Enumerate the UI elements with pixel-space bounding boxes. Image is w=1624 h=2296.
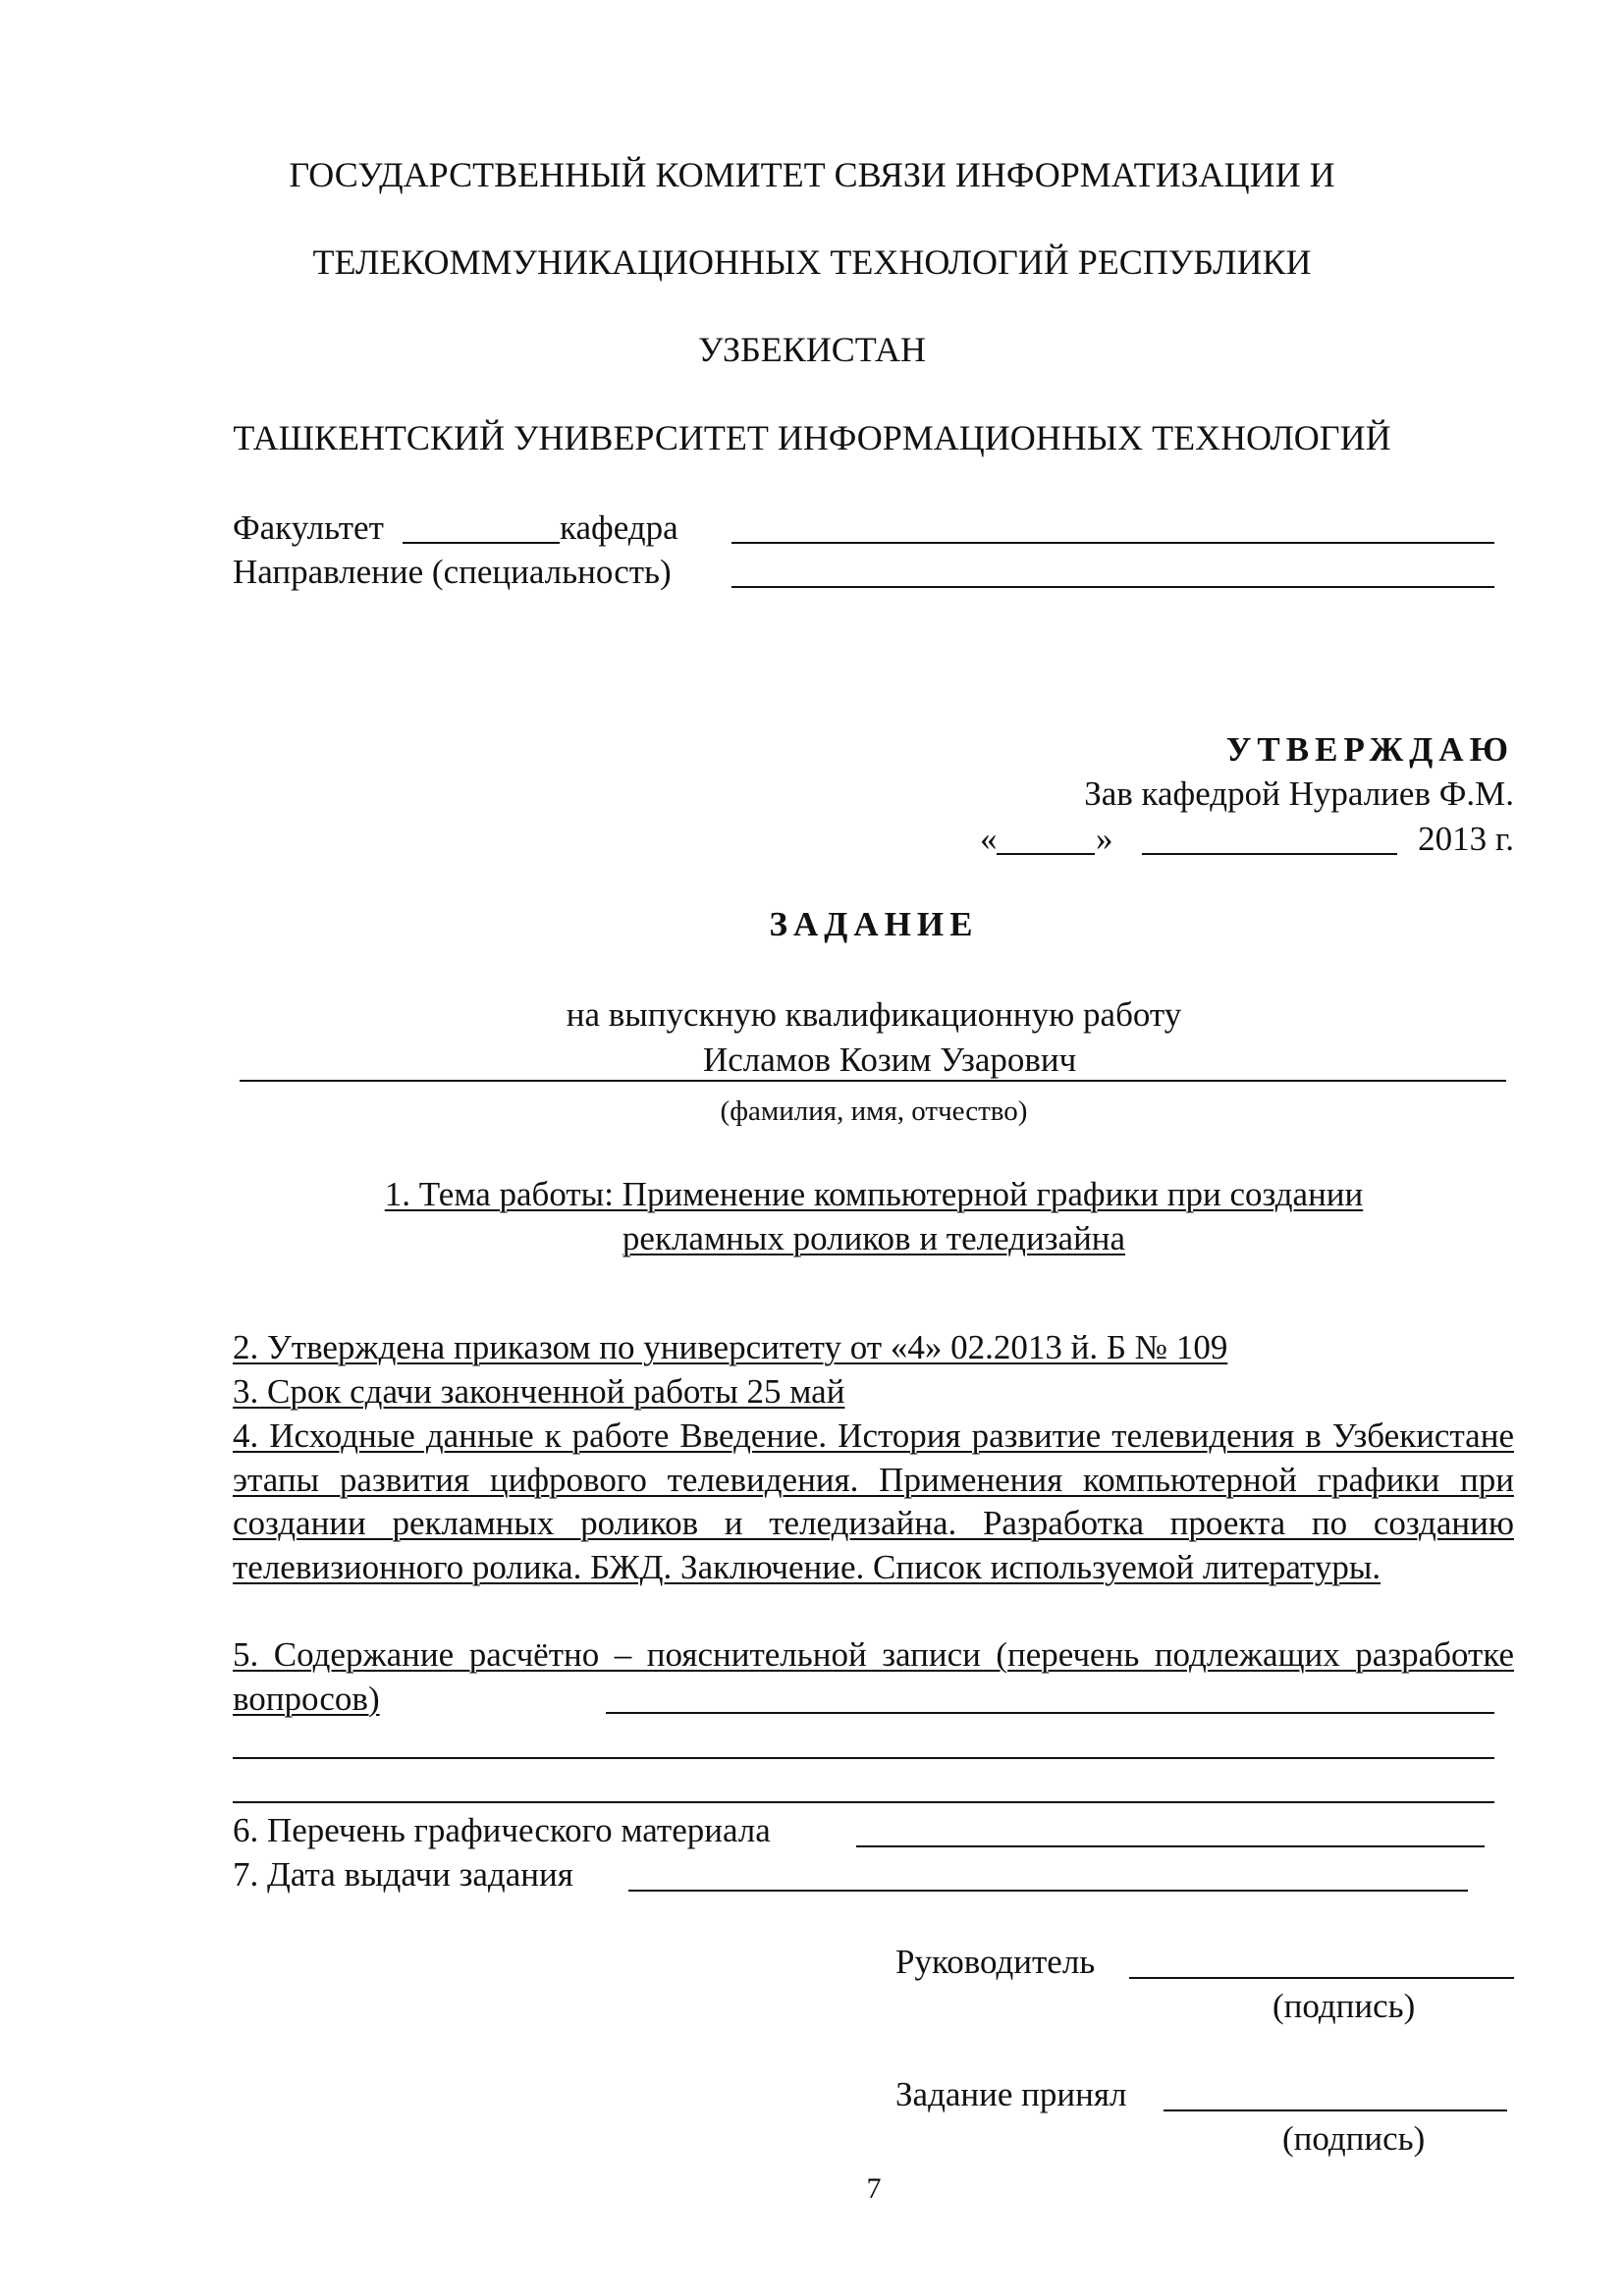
student-name-caption: (фамилия, имя, отчество)	[720, 1095, 1028, 1127]
faculty-blank	[403, 542, 560, 544]
header-line-2: ТЕЛЕКОММУНИКАЦИОННЫХ ТЕХНОЛОГИЙ РЕСПУБЛИКИ	[312, 242, 1312, 282]
supervisor-signature-caption: (подпись)	[1272, 1987, 1416, 2025]
direction-blank	[731, 586, 1494, 588]
student-name: Исламов Козим Узарович	[703, 1041, 1077, 1079]
content-blank-3	[233, 1801, 1494, 1803]
department-head: Зав кафедрой Нуралиев Ф.М.	[1084, 774, 1514, 813]
topic-line-1: 1. Тема работы: Применение компьютерной графики при создании	[384, 1175, 1364, 1213]
input-data-text: 4. Исходные данные к работе Введение. История развитие телевидения в Узбекистане этапы развития цифрового телевидения. Применения компьютерной графики при создании рекламных роликов и теледизайна. Разработка проекта по созданию телевизионного ролика. БЖД. Заключение. Список используемой литературы.	[233, 1416, 1514, 1586]
topic-line-2: рекламных роликов и теледизайна	[622, 1219, 1126, 1257]
date-open-quote: «	[980, 820, 998, 858]
graphics-blank	[856, 1845, 1485, 1847]
task-subtitle: на выпускную квалификационную работу	[566, 995, 1182, 1034]
accepted-label: Задание принял	[895, 2075, 1127, 2113]
department-label: кафедра	[560, 508, 678, 547]
content-paragraph	[233, 1633, 1514, 1721]
direction-label: Направление (специальность)	[233, 553, 672, 591]
faculty-label: Факультет	[233, 508, 384, 547]
approval-title: УТВЕРЖДАЮ	[1225, 730, 1514, 769]
supervisor-label: Руководитель	[895, 1943, 1096, 1981]
order-line: 2. Утверждена приказом по университету от «4» 02.2013 й. Б № 109	[233, 1328, 1228, 1366]
date-month-blank	[1142, 853, 1397, 855]
deadline-line: 3. Срок сдачи законченной работы 25 май	[233, 1372, 845, 1411]
header-line-1: ГОСУДАРСТВЕННЫЙ КОМИТЕТ СВЯЗИ ИНФОРМАТИЗАЦИИ И	[289, 155, 1335, 194]
accepted-signature-line	[1164, 2109, 1507, 2111]
department-blank	[731, 542, 1494, 544]
date-day-blank	[997, 853, 1095, 855]
content-blank-1	[606, 1712, 1494, 1714]
university-name: ТАШКЕНТСКИЙ УНИВЕРСИТЕТ ИНФОРМАЦИОННЫХ ТЕХНОЛОГИЙ	[233, 418, 1391, 457]
accepted-signature-caption: (подпись)	[1282, 2119, 1426, 2158]
issue-date-blank	[628, 1890, 1468, 1892]
page-number: 7	[866, 2172, 882, 2205]
issue-date-label: 7. Дата выдачи задания	[233, 1855, 573, 1894]
input-data-paragraph	[233, 1415, 1514, 1589]
date-close-quote: »	[1096, 820, 1113, 858]
graphics-label: 6. Перечень графического материала	[233, 1811, 771, 1849]
approval-year: 2013 г.	[1418, 820, 1514, 858]
content-blank-2	[233, 1757, 1494, 1759]
content-label: 5. Содержание расчётно – пояснительной записи (перечень подлежащих разработке вопросов)	[233, 1635, 1514, 1718]
supervisor-signature-line	[1129, 1977, 1514, 1979]
header-line-3: УЗБЕКИСТАН	[698, 330, 926, 369]
task-title: ЗАДАНИЕ	[769, 905, 979, 943]
